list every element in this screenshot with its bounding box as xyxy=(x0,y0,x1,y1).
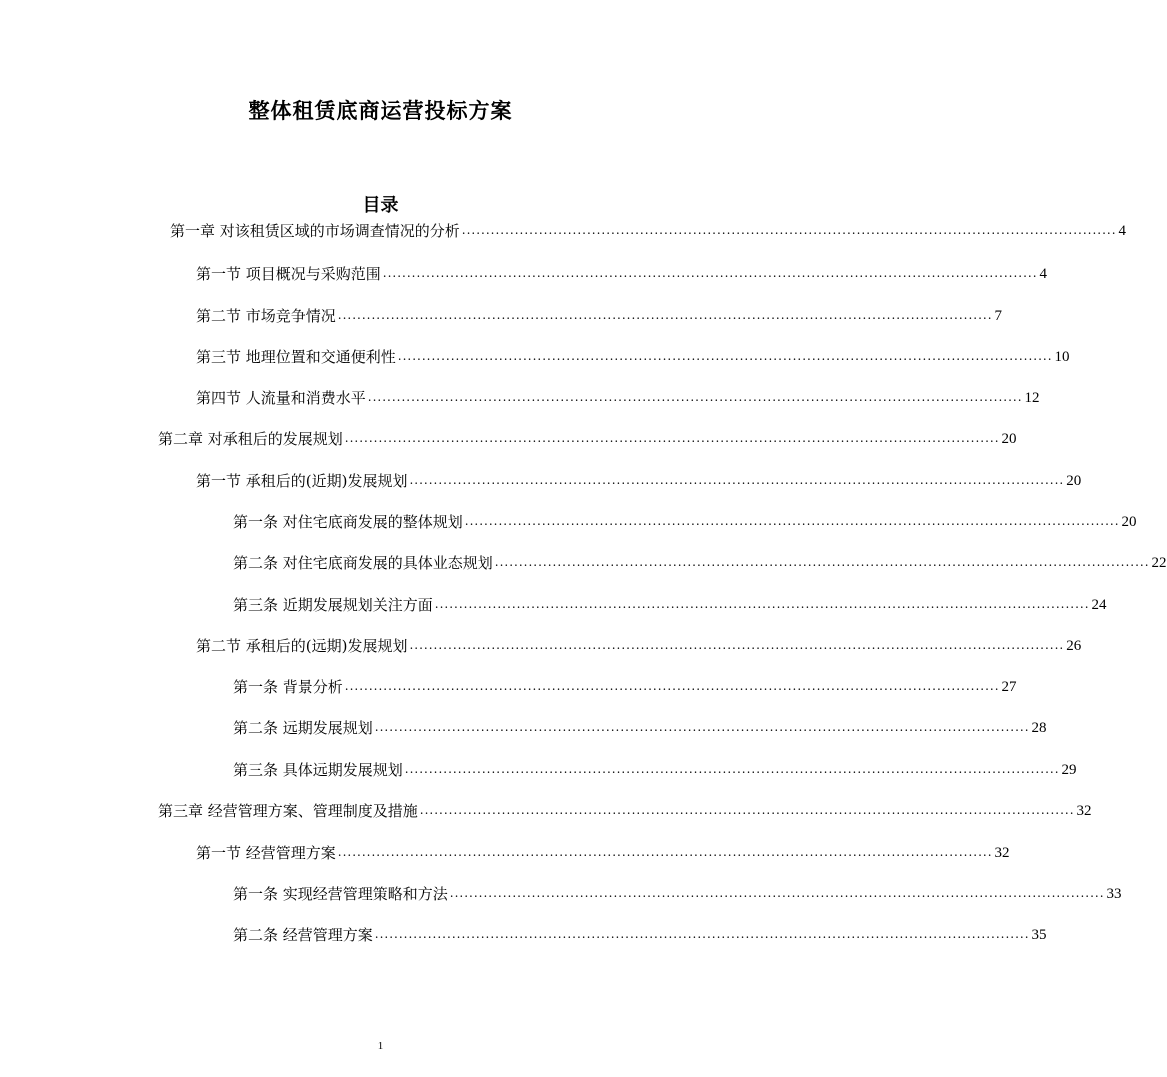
toc-leader-dots: ........................................................................................................................................ xyxy=(337,308,993,322)
toc-leader-dots: ........................................................................................................................................ xyxy=(374,927,1030,941)
toc-leader-dots: ........................................................................................................................................ xyxy=(494,555,1150,569)
toc-entry[interactable] xyxy=(158,801,1092,821)
toc-leader-dots: ........................................................................................................................................ xyxy=(409,638,1065,652)
toc-entry-page: 27 xyxy=(1001,679,1017,695)
document-title: 整体租赁底商运营投标方案 xyxy=(248,99,513,123)
toc-entry[interactable] xyxy=(196,388,1040,408)
toc-leader-dots: ........................................................................................................................................ xyxy=(337,845,993,859)
toc-entry[interactable] xyxy=(233,884,1122,904)
toc-leader-dots: ........................................................................................................................................ xyxy=(409,473,1065,487)
toc-entry-page: 12 xyxy=(1024,390,1040,406)
toc-entry-page: 33 xyxy=(1106,886,1122,902)
toc-entry[interactable] xyxy=(233,718,1047,738)
toc-entry-label: 第一条 对住宅底商发展的整体规划 xyxy=(233,513,463,531)
toc-entry[interactable] xyxy=(233,595,1107,615)
toc-entry[interactable] xyxy=(196,347,1070,367)
toc-entry[interactable] xyxy=(158,429,1017,449)
toc-entry[interactable] xyxy=(196,264,1048,284)
toc-entry-page: 32 xyxy=(994,845,1010,861)
toc-entry-page: 4 xyxy=(1039,266,1048,282)
toc-entry[interactable] xyxy=(233,925,1047,945)
toc-entry-page: 29 xyxy=(1061,762,1077,778)
toc-entry-label: 第一章 对该租赁区域的市场调查情况的分析 xyxy=(170,222,460,240)
toc-entry-label: 第二条 远期发展规划 xyxy=(233,719,373,737)
toc-leader-dots: ........................................................................................................................................ xyxy=(464,514,1120,528)
toc-entry-label: 第三条 具体远期发展规划 xyxy=(233,761,403,779)
toc-entry-label: 第二节 市场竞争情况 xyxy=(196,307,336,325)
toc-entry[interactable] xyxy=(196,636,1082,656)
toc-leader-dots: ........................................................................................................................................ xyxy=(419,803,1075,817)
toc-entry[interactable] xyxy=(196,471,1082,491)
toc-entry-label: 第一节 经营管理方案 xyxy=(196,844,336,862)
toc-entry[interactable] xyxy=(233,760,1077,780)
toc-entry-label: 第四节 人流量和消费水平 xyxy=(196,389,366,407)
toc-entry-label: 第二节 承租后的(远期)发展规划 xyxy=(196,637,408,655)
toc-entry[interactable] xyxy=(170,221,1127,241)
toc-entry-page: 26 xyxy=(1066,638,1082,654)
toc-entry-label: 第一节 承租后的(近期)发展规划 xyxy=(196,472,408,490)
toc-entry-label: 第三节 地理位置和交通便利性 xyxy=(196,348,396,366)
toc-leader-dots: ........................................................................................................................................ xyxy=(461,223,1117,237)
page-number: 1 xyxy=(377,1040,384,1052)
toc-entry-page: 20 xyxy=(1121,514,1137,530)
toc-entry-label: 第三条 近期发展规划关注方面 xyxy=(233,596,433,614)
toc-entry-page: 20 xyxy=(1066,473,1082,489)
toc-entry[interactable] xyxy=(233,677,1017,697)
toc-entry-page: 28 xyxy=(1031,720,1047,736)
toc-leader-dots: ........................................................................................................................................ xyxy=(382,266,1038,280)
toc-leader-dots: ........................................................................................................................................ xyxy=(404,762,1060,776)
toc-leader-dots: ........................................................................................................................................ xyxy=(449,886,1105,900)
toc-entry-label: 第二条 对住宅底商发展的具体业态规划 xyxy=(233,554,493,572)
toc-leader-dots: ........................................................................................................................................ xyxy=(344,431,1000,445)
toc-entry[interactable] xyxy=(233,553,1167,573)
toc-entry-label: 第一条 背景分析 xyxy=(233,678,343,696)
toc-leader-dots: ........................................................................................................................................ xyxy=(367,390,1023,404)
toc-title: 目录 xyxy=(362,195,399,216)
toc-entry-label: 第一节 项目概况与采购范围 xyxy=(196,265,381,283)
toc-entry[interactable] xyxy=(196,843,1010,863)
toc-leader-dots: ........................................................................................................................................ xyxy=(374,720,1030,734)
toc-entry[interactable] xyxy=(233,512,1137,532)
toc-leader-dots: ........................................................................................................................................ xyxy=(434,597,1090,611)
toc-entry-label: 第一条 实现经营管理策略和方法 xyxy=(233,885,448,903)
toc-entry-page: 7 xyxy=(994,308,1003,324)
toc-entry-page: 4 xyxy=(1118,223,1127,239)
toc-entry-page: 24 xyxy=(1091,597,1107,613)
toc-entry-page: 32 xyxy=(1076,803,1092,819)
toc-entry-page: 10 xyxy=(1054,349,1070,365)
toc-leader-dots: ........................................................................................................................................ xyxy=(344,679,1000,693)
toc-entry[interactable] xyxy=(196,306,1003,326)
toc-entry-label: 第三章 经营管理方案、管理制度及措施 xyxy=(158,802,418,820)
toc-entry-label: 第二章 对承租后的发展规划 xyxy=(158,430,343,448)
toc-entry-page: 20 xyxy=(1001,431,1017,447)
toc-leader-dots: ........................................................................................................................................ xyxy=(397,349,1053,363)
toc-entry-page: 35 xyxy=(1031,927,1047,943)
toc-entry-page: 22 xyxy=(1151,555,1167,571)
toc-entry-label: 第二条 经营管理方案 xyxy=(233,926,373,944)
